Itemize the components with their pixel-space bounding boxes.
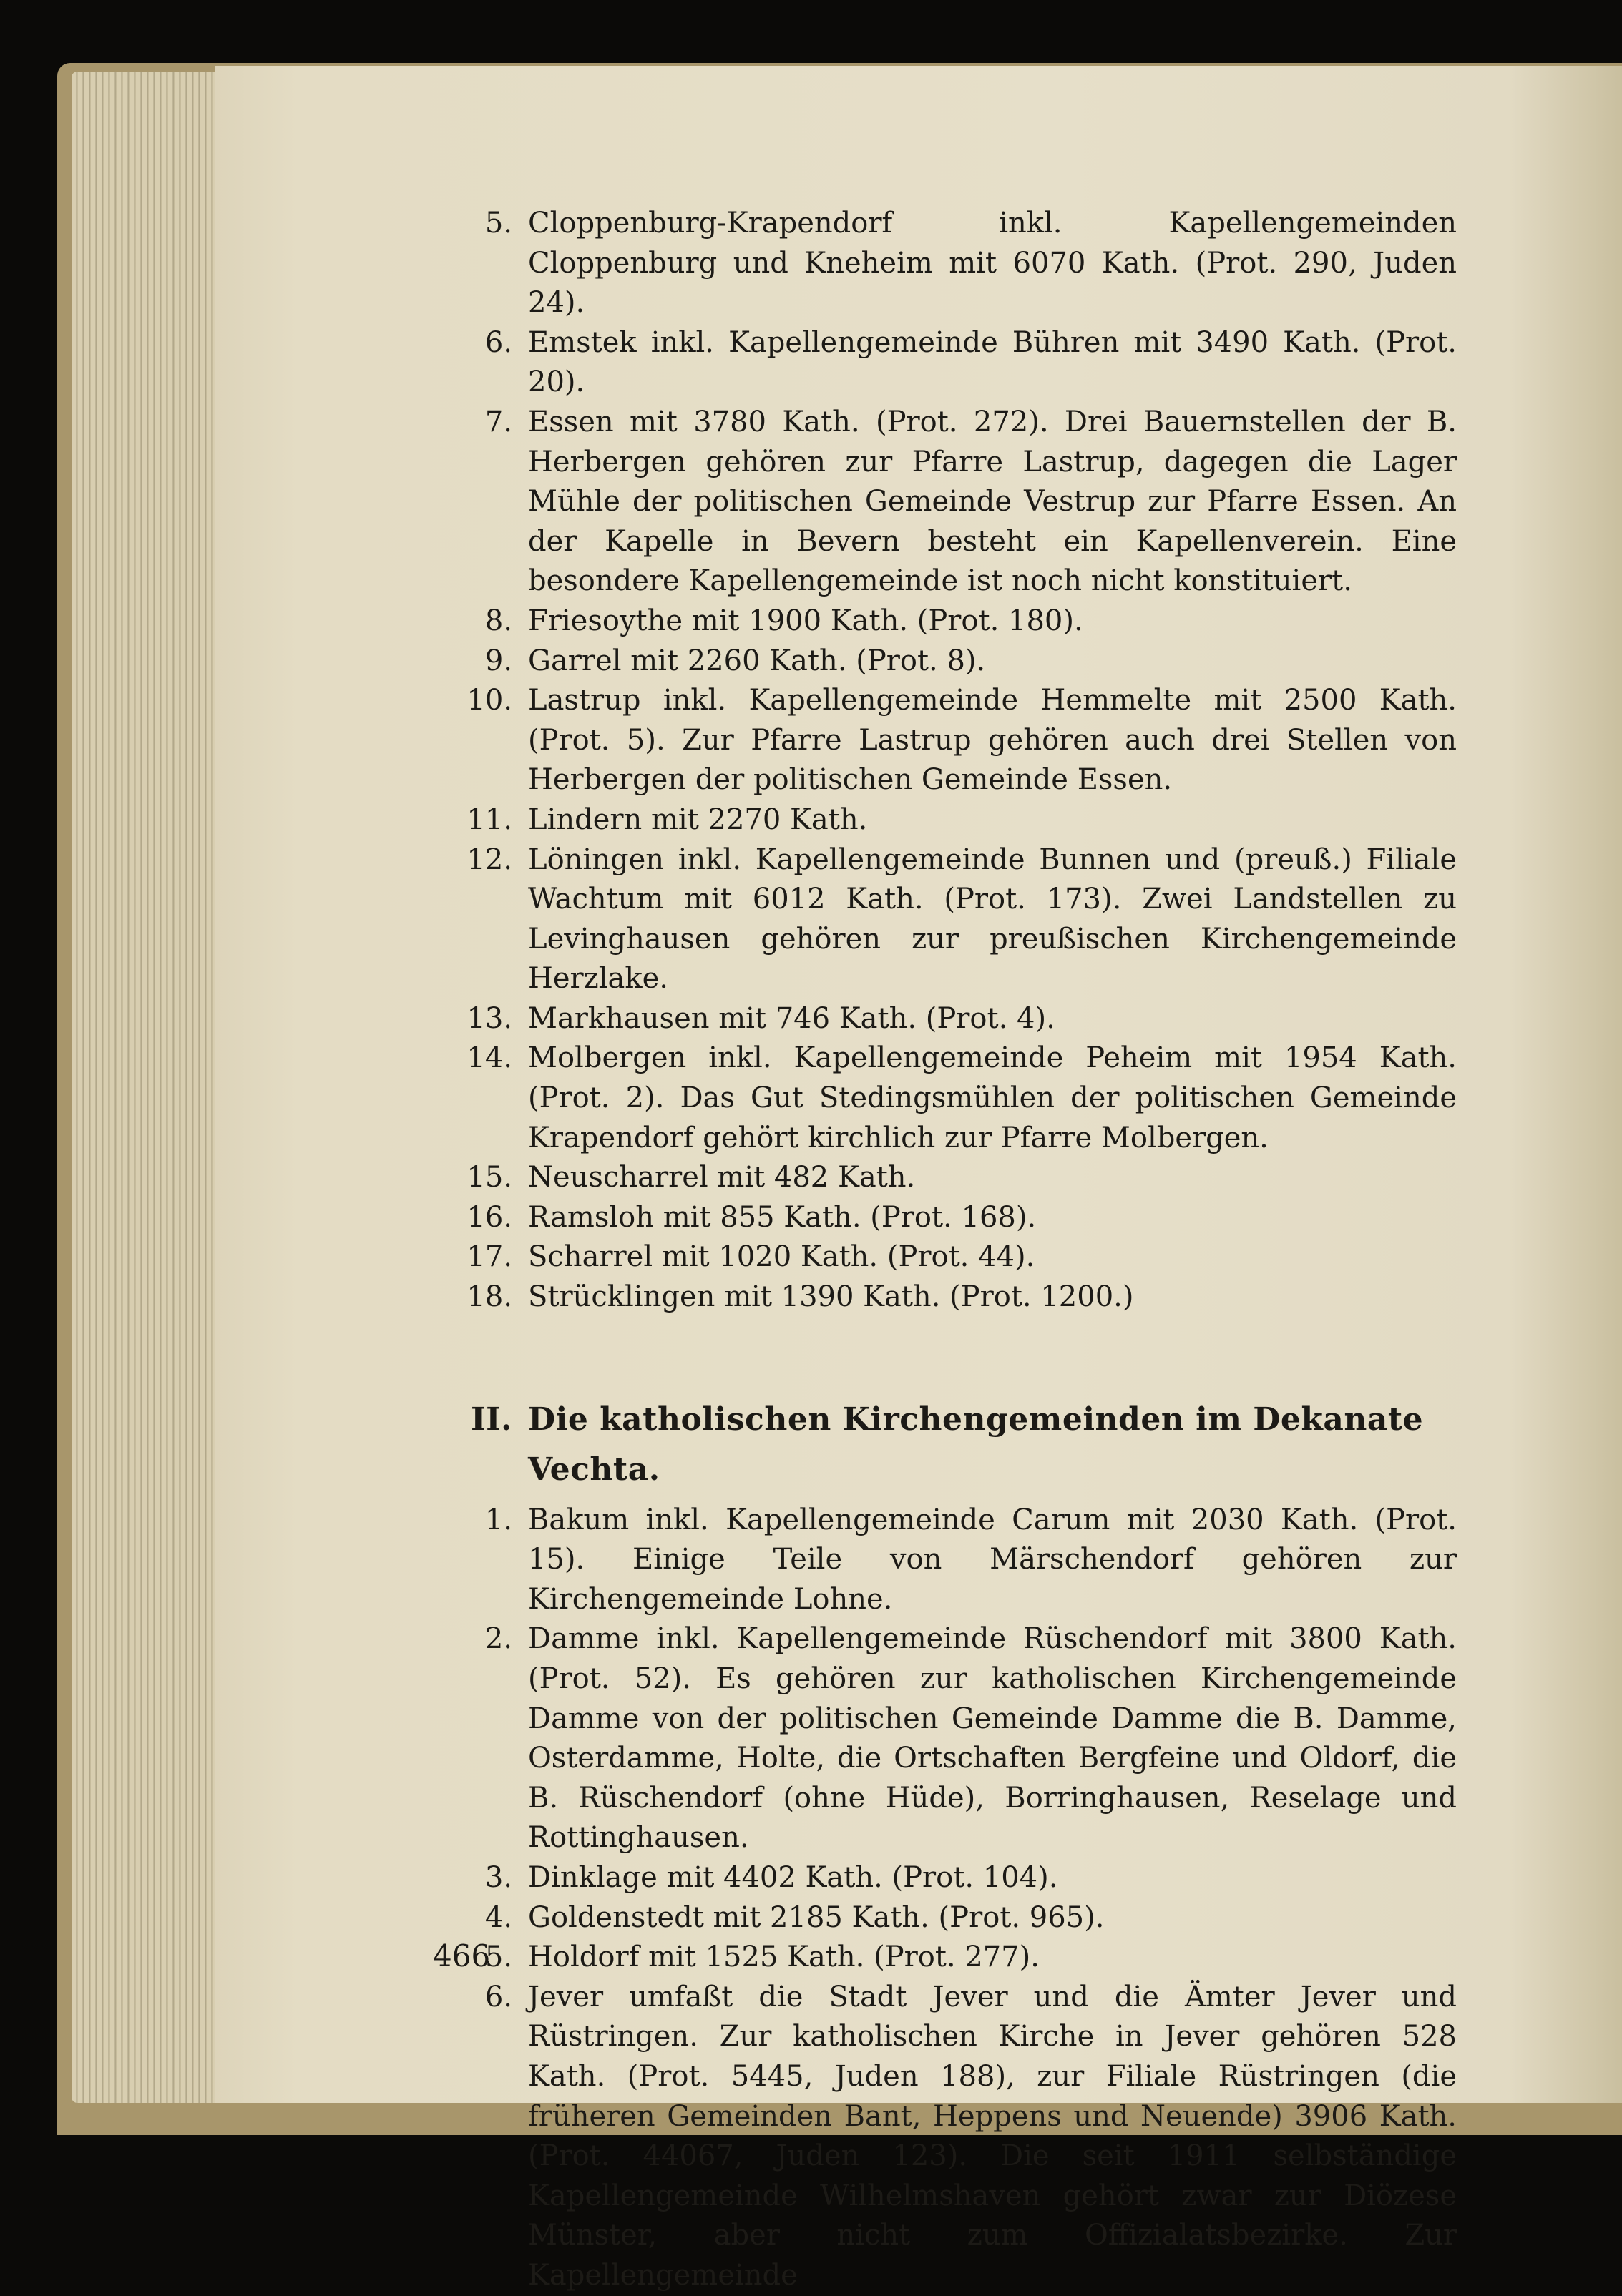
item-number: 18. xyxy=(466,1280,512,1314)
list-item xyxy=(429,1858,1457,1898)
item-number: 3. xyxy=(484,1860,512,1894)
item-number: 1. xyxy=(484,1503,512,1536)
list-item xyxy=(429,681,1457,800)
item-text: Emstek inkl. Kapellengemeinde Bühren mit 3490 Kath. (Prot. 20). xyxy=(528,325,1457,399)
item-number: 4. xyxy=(484,1900,512,1934)
item-text: Strücklingen mit 1390 Kath. (Prot. 1200.) xyxy=(528,1280,1134,1314)
section-title: Die katholischen Kirchengemeinden im Dekanate Vechta. xyxy=(528,1400,1424,1488)
item-number: 6. xyxy=(484,325,512,359)
item-text: Dinklage mit 4402 Kath. (Prot. 104). xyxy=(528,1860,1058,1894)
item-number: 14. xyxy=(466,1041,512,1075)
item-text: Essen mit 3780 Kath. (Prot. 272). Drei Bauernstellen der B. Herbergen gehören zur Pfarre Lastrup, dagegen die Lager Mühle der politischen Gemeinde Vestrup zur Pfarre Essen. An der Kapelle in Bevern besteht ein Kapellenverein. Eine besondere Kapellengemeinde ist noch nicht konstituiert. xyxy=(528,405,1457,598)
page-number: 466 xyxy=(433,1938,491,1973)
item-text: Scharrel mit 1020 Kath. (Prot. 44). xyxy=(528,1240,1035,1274)
item-text: Jever umfaßt die Stadt Jever und die Ämter Jever und Rüstringen. Zur katholischen Kirche in Jever gehören 528 Kath. (Prot. 5445, Juden 188), zur Filiale Rüstringen (die früheren Gemeinden Bant, Heppens und Neuende) 3906 Kath. (Prot. 44067, Juden 123). Die seit 1911 selbständige Kapellengemeinde Wilhelmshaven gehört zwar zur Diözese Münster, aber nicht zum Offizialatsbezirke. Zur Kapellengemeinde xyxy=(528,1980,1457,2292)
list-item xyxy=(429,403,1457,602)
item-text: Lindern mit 2270 Kath. xyxy=(528,803,868,836)
item-text: Ramsloh mit 855 Kath. (Prot. 168). xyxy=(528,1200,1037,1234)
item-text: Molbergen inkl. Kapellengemeinde Peheim mit 1954 Kath. (Prot. 2). Das Gut Stedingsmühlen der politischen Gemeinde Krapendorf gehört kirchlich zur Pfarre Molbergen. xyxy=(528,1041,1457,1154)
entry-list-dekanat-vechta xyxy=(429,1501,1457,2296)
item-number: 12. xyxy=(466,843,512,876)
list-item xyxy=(429,1978,1457,2296)
list-item xyxy=(429,204,1457,323)
item-number: 11. xyxy=(466,803,512,836)
item-text: Holdorf mit 1525 Kath. (Prot. 277). xyxy=(528,1941,1040,1974)
item-number: 6. xyxy=(484,1980,512,2013)
list-item xyxy=(429,999,1457,1039)
item-number: 15. xyxy=(466,1161,512,1194)
item-text: Friesoythe mit 1900 Kath. (Prot. 180). xyxy=(528,604,1083,637)
list-item xyxy=(429,642,1457,682)
list-item xyxy=(429,840,1457,999)
list-item xyxy=(429,1277,1457,1318)
item-text: Cloppenburg-Krapendorf inkl. Kapellengemeinden Cloppenburg und Kneheim mit 6070 Kath. (Prot. 290, Juden 24). xyxy=(528,207,1457,320)
item-text: Markhausen mit 746 Kath. (Prot. 4). xyxy=(528,1001,1055,1035)
list-item xyxy=(429,1898,1457,1938)
item-text: Löningen inkl. Kapellengemeinde Bunnen und (preuß.) Filiale Wachtum mit 6012 Kath. (Prot. 173). Zwei Landstellen zu Levinghausen gehören zur preußischen Kirchengemeinde Herzlake. xyxy=(528,843,1457,996)
section-heading xyxy=(429,1395,1457,1495)
list-item xyxy=(429,1619,1457,1858)
item-number: 5. xyxy=(484,207,512,240)
entry-list-dekanat-cloppenburg xyxy=(429,204,1457,1318)
item-text: Bakum inkl. Kapellengemeinde Carum mit 2030 Kath. (Prot. 15). Einige Teile von Märschendorf gehören zur Kirchengemeinde Lohne. xyxy=(528,1503,1457,1616)
list-item xyxy=(429,800,1457,840)
list-item xyxy=(429,1501,1457,1620)
item-number: 2. xyxy=(484,1622,512,1656)
item-text: Garrel mit 2260 Kath. (Prot. 8). xyxy=(528,644,986,677)
list-item xyxy=(429,602,1457,642)
item-number: 10. xyxy=(466,684,512,717)
item-text: Lastrup inkl. Kapellengemeinde Hemmelte mit 2500 Kath. (Prot. 5). Zur Pfarre Lastrup gehören auch drei Stellen von Herbergen der politischen Gemeinde Essen. xyxy=(528,684,1457,797)
item-text: Neuscharrel mit 482 Kath. xyxy=(528,1161,916,1194)
list-item xyxy=(429,1198,1457,1238)
page-text xyxy=(429,204,1457,2296)
item-number: 8. xyxy=(484,604,512,637)
list-item xyxy=(429,1938,1457,1978)
list-item xyxy=(429,1039,1457,1158)
list-item xyxy=(429,323,1457,403)
section-number: II. xyxy=(471,1400,512,1438)
item-number: 16. xyxy=(466,1200,512,1234)
item-number: 7. xyxy=(484,405,512,438)
item-text: Damme inkl. Kapellengemeinde Rüschendorf mit 3800 Kath. (Prot. 52). Es gehören zur katholischen Kirchengemeinde Damme von der politischen Gemeinde Damme die B. Damme, Osterdamme, Holte, die Ortschaften Bergfeine und Oldorf, die B. Rüschendorf (ohne Hüde), Borringhausen, Reselage und Rottinghausen. xyxy=(528,1622,1457,1855)
item-number: 9. xyxy=(484,644,512,677)
item-number: 13. xyxy=(466,1001,512,1035)
list-item xyxy=(429,1158,1457,1198)
item-number: 17. xyxy=(466,1240,512,1274)
item-number: 5. xyxy=(484,1941,512,1974)
item-text: Goldenstedt mit 2185 Kath. (Prot. 965). xyxy=(528,1900,1105,1934)
list-item xyxy=(429,1237,1457,1277)
